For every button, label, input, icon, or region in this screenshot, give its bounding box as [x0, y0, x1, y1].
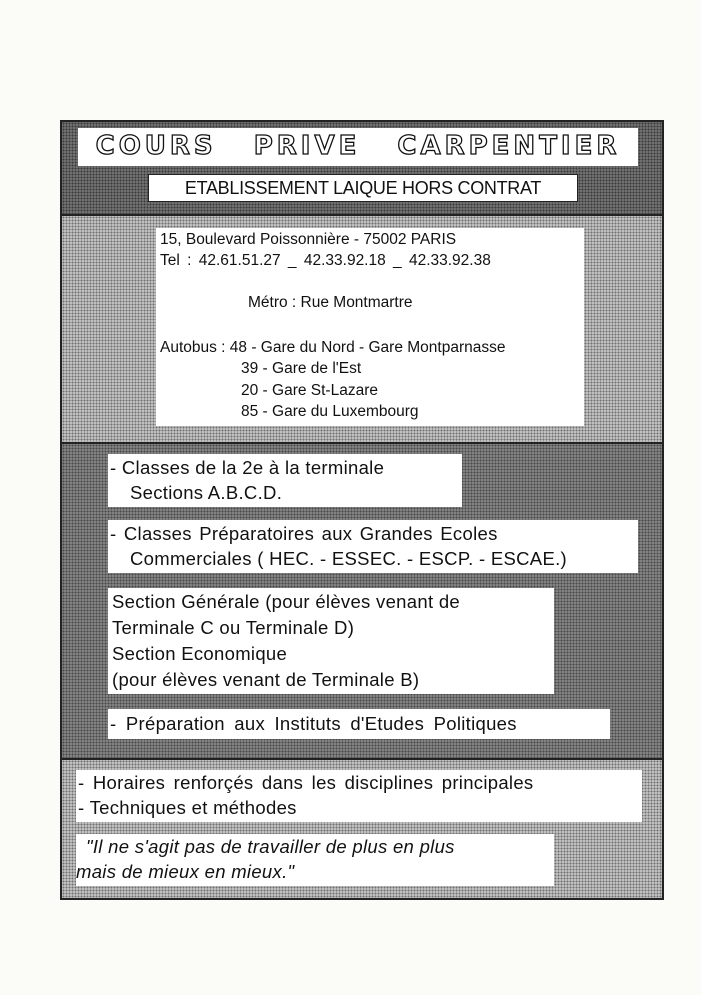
feature-techniques: - Techniques et méthodes: [78, 797, 297, 818]
quote-line-2: mais de mieux en mieux.": [76, 861, 295, 882]
bus-line-39: 39 - Gare de l'Est: [241, 360, 362, 377]
title-box: [78, 128, 638, 166]
bus-line-20: 20 - Gare St-Lazare: [241, 382, 378, 399]
quote-box: [76, 834, 554, 886]
quote-line-1: "Il ne s'agit pas de travailler de plus en plus: [86, 836, 455, 857]
prepa-schools-line: Commerciales ( HEC. - ESSEC. - ESCP. - ESCAE.): [130, 548, 567, 569]
metro-info: Métro : Rue Montmartre: [248, 294, 413, 311]
programs-section: [62, 444, 662, 758]
sections-line: Sections A.B.C.D.: [130, 482, 283, 503]
address-box: [156, 228, 584, 426]
section-economique-detail: (pour élèves venant de Terminale B): [112, 669, 420, 690]
iep-box: [108, 709, 610, 739]
bus-line-48: Autobus : 48 - Gare du Nord - Gare Montparnasse: [160, 339, 506, 356]
section-generale-detail: Terminale C ou Terminale D): [112, 617, 355, 638]
subtitle-box: [148, 174, 578, 202]
iep-line: - Préparation aux Instituts d'Etudes Politiques: [110, 713, 517, 734]
school-subtitle: ETABLISSEMENT LAIQUE HORS CONTRAT: [184, 178, 542, 198]
header-section: [62, 122, 662, 214]
section-economique: Section Economique: [112, 643, 288, 664]
telephone-numbers: Tel : 42.61.51.27 _ 42.33.92.18 _ 42.33.92.38: [160, 252, 491, 269]
feature-horaires: - Horaires renforçés dans les disciplines principales: [78, 772, 534, 793]
school-title: COURS PRIVE CARPENTIER: [95, 131, 621, 161]
prepa-box: [108, 520, 638, 573]
section-generale: Section Générale (pour élèves venant de: [112, 591, 460, 612]
features-box: [76, 770, 642, 822]
address-section: [62, 216, 662, 442]
street-address: 15, Boulevard Poissonnière - 75002 PARIS: [160, 231, 457, 248]
prepa-line: - Classes Préparatoires aux Grandes Ecoles: [110, 523, 498, 544]
classes-box: [108, 454, 462, 507]
features-section: [62, 760, 662, 898]
brochure-frame: [60, 120, 664, 900]
bus-line-85: 85 - Gare du Luxembourg: [241, 403, 419, 420]
sections-box: [108, 588, 554, 694]
classes-line: - Classes de la 2e à la terminale: [110, 457, 385, 478]
